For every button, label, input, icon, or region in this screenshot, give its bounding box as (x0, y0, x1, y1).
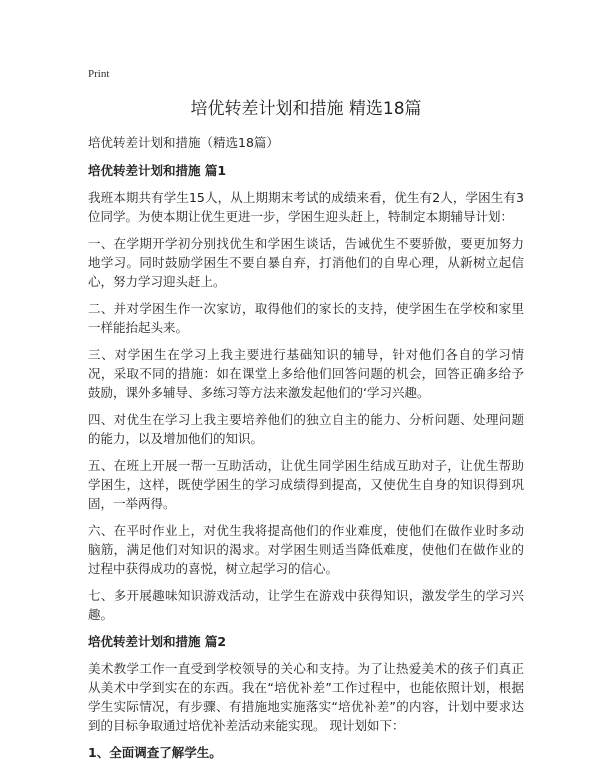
paragraph: 二、并对学困生作一次家访，取得他们的家长的支持，使学困生在学校和家里一样能抬起头来。 (88, 301, 524, 335)
paragraph: 我班本期共有学生15人，从上期期末考试的成绩来看，优生有2人，学困生有3位同学。为使本期让优生更进一步，学困生迎头赶上，特制定本期辅导计划： (88, 190, 524, 224)
section-heading-2: 培优转差计划和措施 篇2 (88, 634, 227, 649)
document-page (88, 68, 524, 770)
subsection-heading: 1、全面调查了解学生。 (88, 745, 222, 760)
paragraph: 七、多开展趣味知识游戏活动，让学生在游戏中获得知识，激发学生的学习兴趣。 (88, 588, 524, 622)
section-heading-1: 培优转差计划和措施 篇1 (88, 163, 227, 178)
paragraph: 一、在学期开学初分别找优生和学困生谈话，告诫优生不要骄傲，要更加努力地学习。同时鼓励学困生不要自暴自弃，打消他们的自卑心理，从新树立起信心，努力学习迎头赶上。 (88, 236, 524, 289)
document-title: 培优转差计划和措施 精选18篇 (190, 99, 422, 119)
print-label[interactable]: Print (88, 68, 110, 80)
paragraph: 五、在班上开展一帮一互助活动，让优生同学困生结成互助对子，让优生帮助学困生，这样，既使学困生的学习成绩得到提高，又使优生自身的知识得到巩固，一举两得。 (88, 458, 524, 511)
document-subtitle: 培优转差计划和措施（精选18篇） (88, 135, 279, 150)
paragraph: 四、对优生在学习上我主要培养他们的独立自主的能力、分析问题、处理问题的能力，以及增加他们的知识。 (88, 412, 524, 446)
paragraph: 三、对学困生在学习上我主要进行基础知识的辅导，针对他们各自的学习情况，采取不同的措施：如在课堂上多给他们回答问题的机会，回答正确多给予鼓励，课外多辅导、多练习等方法来激发起他们的‘学习兴趣。 (88, 347, 524, 400)
paragraph: 美术教学工作一直受到学校领导的关心和支持。为了让热爱美术的孩子们真正从美术中学到实在的东西。我在“培优补差”工作过程中，也能依照计划，根据学生实际情况，有步骤、有措施地实施落实“培优补差”的内容，计划中要求达到的目标争取通过培优补差活动来能实现。 现计划如下： (88, 661, 524, 733)
paragraph: 六、在平时作业上，对优生我将提高他们的作业难度，使他们在做作业时多动脑筋，满足他们对知识的渴求。对学困生则适当降低难度，使他们在做作业的过程中获得成功的喜悦，树立起学习的信心。 (88, 523, 524, 576)
